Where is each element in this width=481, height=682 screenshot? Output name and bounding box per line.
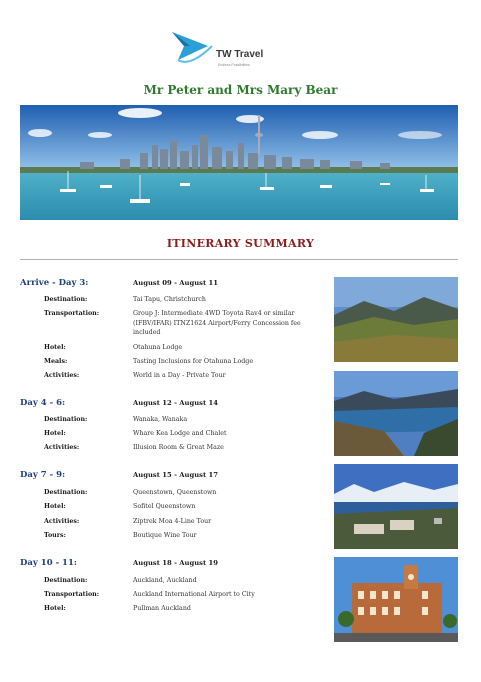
row-label: Activities: — [44, 444, 80, 451]
row-label: Hotel: — [44, 344, 66, 351]
row-label: Hotel: — [44, 430, 66, 437]
row-value: Auckland, Auckland — [133, 577, 197, 584]
landscape-photo — [334, 277, 458, 362]
day-heading: Day 7 - 9: — [20, 470, 66, 480]
day-dates: August 12 - August 14 — [133, 399, 218, 407]
row-value: Otahuna Lodge — [133, 344, 183, 351]
itinerary-title: ITINERARY SUMMARY — [166, 237, 315, 250]
company-logo — [168, 26, 278, 70]
row-value: Ziptrek Moa 4-Line Tour — [133, 518, 212, 525]
row-label: Hotel: — [44, 605, 66, 612]
queenstown-photo — [334, 464, 458, 549]
day-dates: August 09 - August 11 — [133, 279, 218, 287]
row-value: Queenstown, Queenstown — [133, 489, 217, 496]
row-value: Wanaka, Wanaka — [133, 416, 188, 423]
row-label: Hotel: — [44, 503, 66, 510]
row-value: Boutique Wine Tour — [133, 532, 197, 539]
row-value: Pullman Auckland — [133, 605, 191, 612]
row-label: Activities: — [44, 518, 80, 525]
row-label: Destination: — [44, 577, 88, 584]
lake-photo — [334, 371, 458, 456]
row-label: Destination: — [44, 296, 88, 303]
row-label: Meals: — [44, 358, 68, 365]
day-heading: Arrive - Day 3: — [20, 278, 89, 288]
divider — [20, 259, 458, 260]
row-value: Tai Tapu, Christchurch — [133, 296, 206, 303]
row-value: Whare Kea Lodge and Chalet — [133, 430, 227, 437]
row-value: Auckland International Airport to City — [133, 591, 255, 598]
row-label: Destination: — [44, 489, 88, 496]
auckland-ferry-building-photo — [334, 557, 458, 642]
day-heading: Day 4 - 6: — [20, 398, 66, 408]
row-label: Transportation: — [44, 310, 100, 317]
row-value: World in a Day - Private Tour — [133, 372, 226, 379]
client-name: Mr Peter and Mrs Mary Bear — [143, 83, 338, 97]
day-dates: August 18 - August 19 — [133, 559, 218, 567]
day-heading: Day 10 - 11: — [20, 558, 78, 568]
row-label: Activities: — [44, 372, 80, 379]
row-label: Tours: — [44, 532, 66, 539]
logo-tagline: Endless Possibilities — [218, 63, 250, 67]
row-value: Sofitel Queenstown — [133, 503, 196, 510]
banner-image — [20, 105, 458, 220]
row-value: Group J: Intermediate 4WD Toyota Rav4 or similar (IFBV/IFAR) ITNZ1624 Airport/Ferry Concession fee included — [133, 310, 301, 336]
row-value: Tasting Inclusions for Otahuna Lodge — [133, 358, 254, 365]
row-label: Destination: — [44, 416, 88, 423]
logo-text: TW Travel — [216, 49, 264, 60]
row-label: Transportation: — [44, 591, 100, 598]
day-dates: August 15 - August 17 — [133, 471, 218, 479]
row-value: Illusion Room & Great Maze — [133, 444, 224, 451]
